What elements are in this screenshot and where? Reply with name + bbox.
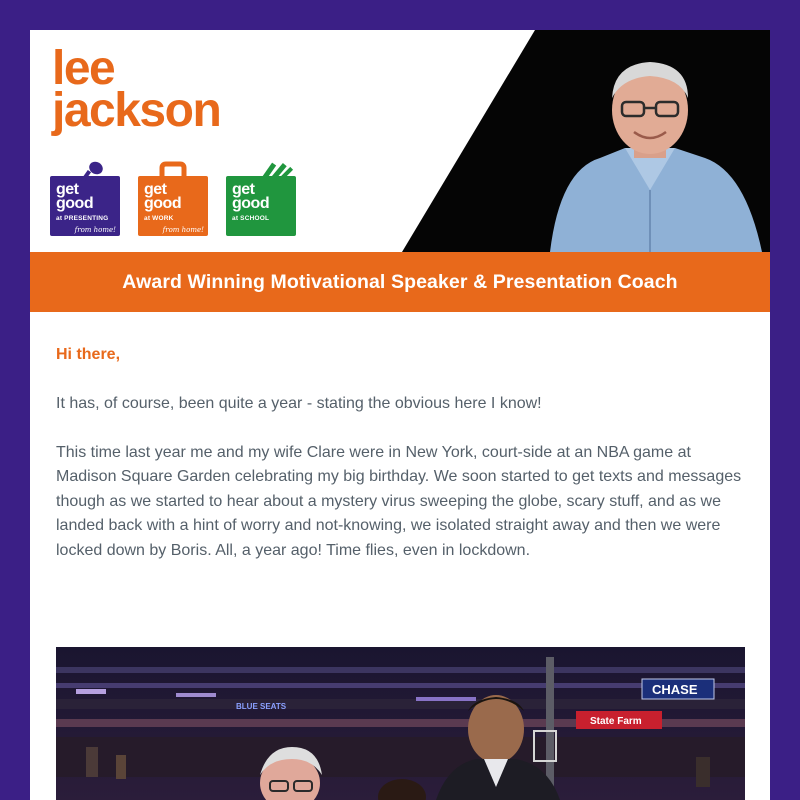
email-card bbox=[30, 30, 770, 800]
header-hero bbox=[30, 30, 770, 252]
brand-first-name: lee bbox=[52, 42, 115, 95]
greeting: Hi there, bbox=[56, 346, 121, 363]
brand-logo bbox=[52, 42, 221, 137]
logo-line1: get bbox=[56, 181, 79, 198]
chase-sign: CHASE bbox=[652, 682, 698, 697]
logo-get-good-presenting[interactable] bbox=[50, 160, 120, 238]
logo-get-good-school[interactable] bbox=[226, 160, 296, 238]
logo-tag: from home! bbox=[74, 226, 116, 234]
logo-subtitle: at WORK bbox=[144, 215, 174, 222]
brand-last-name: jackson bbox=[52, 84, 221, 137]
logo-get-good-work[interactable] bbox=[138, 160, 208, 238]
arena-photo-illustration bbox=[56, 647, 745, 800]
logo-line2: good bbox=[144, 195, 182, 212]
get-good-logos bbox=[50, 160, 296, 238]
logo-subtitle: at PRESENTING bbox=[56, 215, 109, 222]
paragraph: It has, of course, been quite a year - stating the obvious here I know! bbox=[56, 395, 542, 412]
arena-photo bbox=[56, 647, 745, 800]
logo-line2: good bbox=[232, 195, 270, 212]
blue-seats-sign: BLUE SEATS bbox=[236, 702, 287, 711]
email-body bbox=[30, 312, 770, 563]
paragraph: This time last year me and my wife Clare were in New York, court-side at an NBA game at Madison Square Garden celebrating my big birthday. We soon started to get texts and messages though as we started to hear about a mystery virus sweeping the globe, scary stuff, and as we landed back with a hint of worry and not-knowing, we isolated straight away and then we were locked down by Boris. All, a year ago! Time flies, even in lockdown. bbox=[56, 443, 742, 559]
logo-line2: good bbox=[56, 195, 94, 212]
logo-line1: get bbox=[232, 181, 255, 198]
logo-line1: get bbox=[144, 181, 167, 198]
logo-subtitle: at SCHOOL bbox=[232, 215, 270, 222]
logo-tag: from home! bbox=[162, 226, 204, 234]
tagline-banner: Award Winning Motivational Speaker & Presentation Coach bbox=[30, 252, 770, 312]
speaker-portrait bbox=[530, 40, 770, 252]
state-farm-sign: State Farm bbox=[590, 716, 642, 727]
